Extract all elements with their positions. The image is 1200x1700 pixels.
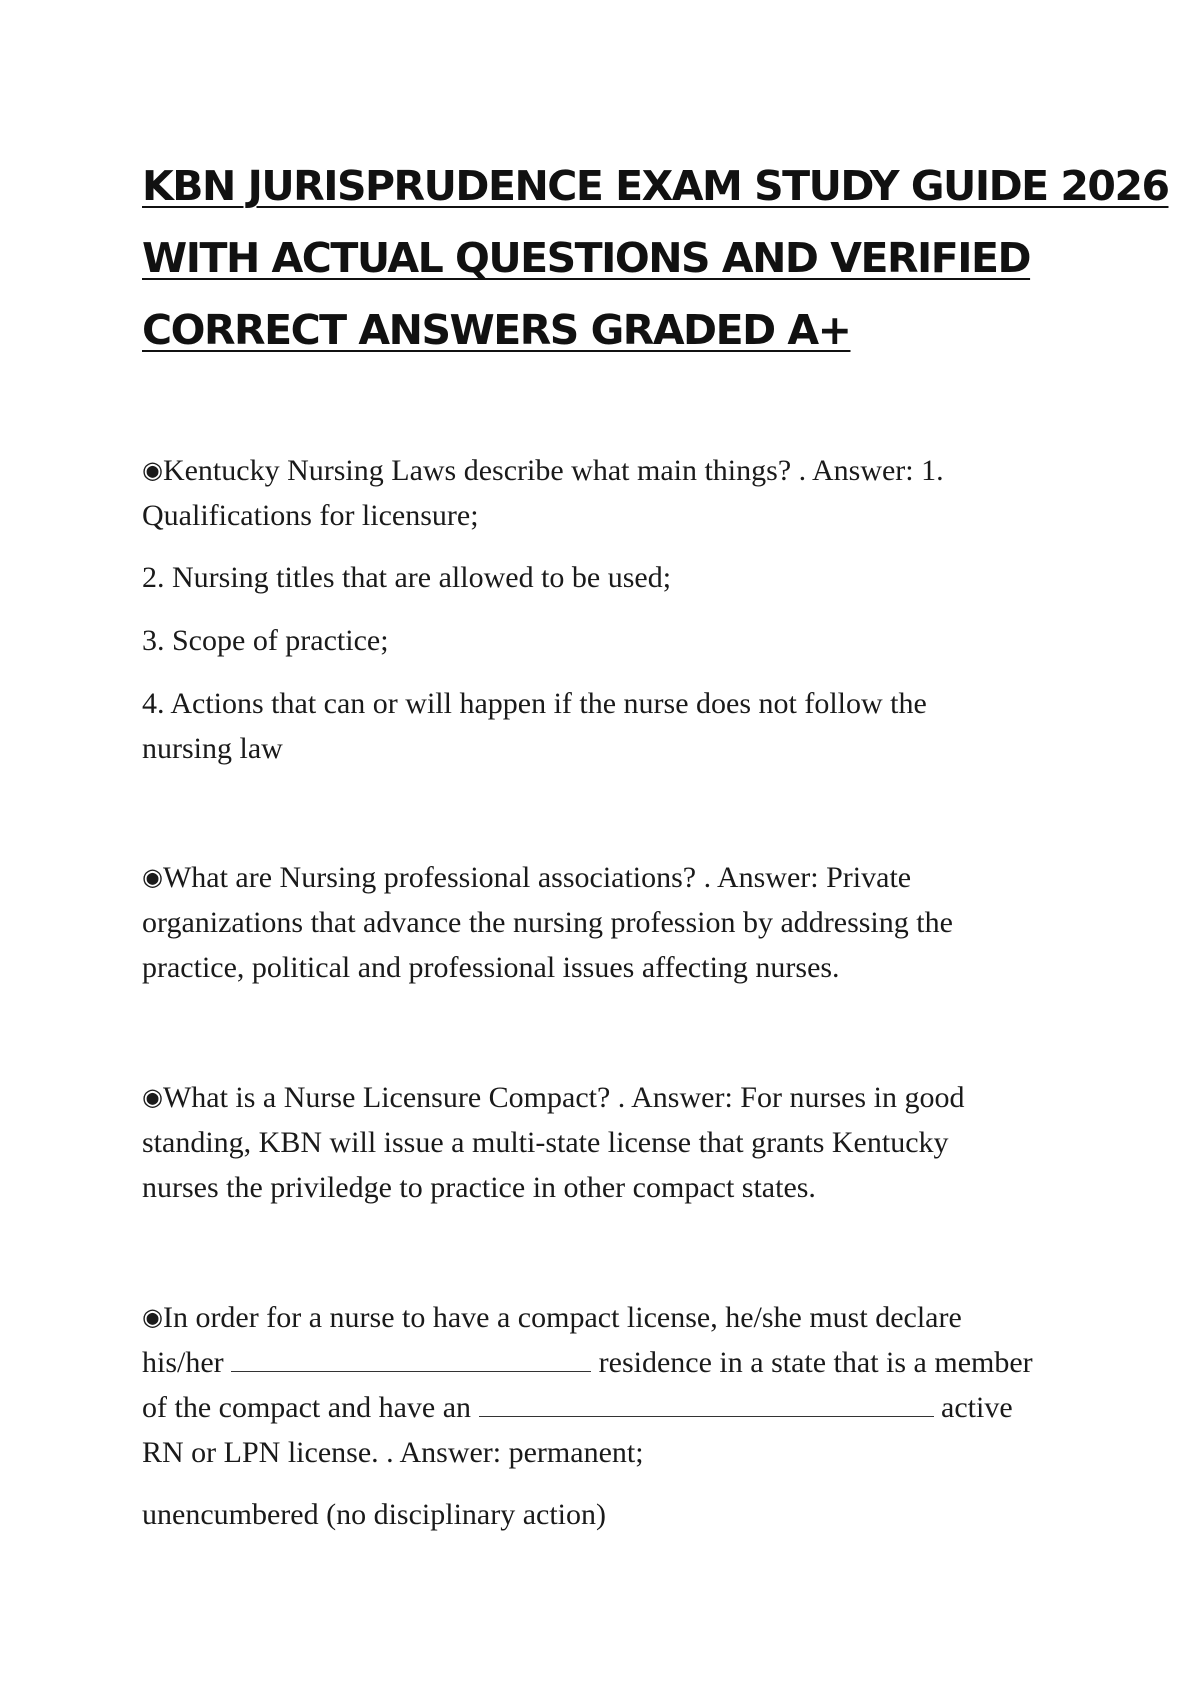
qa-block-2 [142, 855, 1082, 990]
bullet-icon: ◉ [142, 1303, 163, 1331]
bullet-icon: ◉ [142, 863, 163, 891]
title-line-3: CORRECT ANSWERS GRADED A+ [142, 306, 851, 354]
fill-in-blank-2 [479, 1390, 934, 1417]
qa-3-text: ◉What is a Nurse Licensure Compact? . Answer: For nurses in good standing, KBN will issue a multi-state license that grants Kentucky nurses the priviledge to practice in other compact states. [142, 1081, 965, 1204]
qa-1-item-2: 2. Nursing titles that are allowed to be used; [142, 561, 672, 594]
qa-4-answer-continued: unencumbered (no disciplinary action) [142, 1498, 607, 1531]
qa-4-text: ◉In order for a nurse to have a compact license, he/she must declare his/her residence in a state that is a member of the compact and have an active RN or LPN license. . Answer: permanent; [142, 1301, 1033, 1469]
bullet-icon: ◉ [142, 1083, 163, 1111]
title-line-1: KBN JURISPRUDENCE EXAM STUDY GUIDE 2026 [142, 162, 1169, 210]
fill-in-blank-1 [231, 1345, 591, 1372]
bullet-icon: ◉ [142, 456, 163, 484]
title-line-2: WITH ACTUAL QUESTIONS AND VERIFIED [142, 234, 1031, 282]
qa-block-3 [142, 1075, 1082, 1210]
document-title [142, 150, 1169, 366]
qa-1-item-3: 3. Scope of practice; [142, 624, 389, 657]
qa-block-4 [142, 1295, 1082, 1537]
qa-block-1 [142, 448, 1082, 771]
qa-1-item-4: 4. Actions that can or will happen if the nurse does not follow the nursing law [142, 687, 927, 765]
qa-1-question: ◉Kentucky Nursing Laws describe what main things? . Answer: 1. Qualifications for licensure; [142, 454, 944, 532]
qa-2-text: ◉What are Nursing professional associations? . Answer: Private organizations that advance the nursing profession by addressing the practice, political and professional issues affecting nurses. [142, 861, 953, 984]
